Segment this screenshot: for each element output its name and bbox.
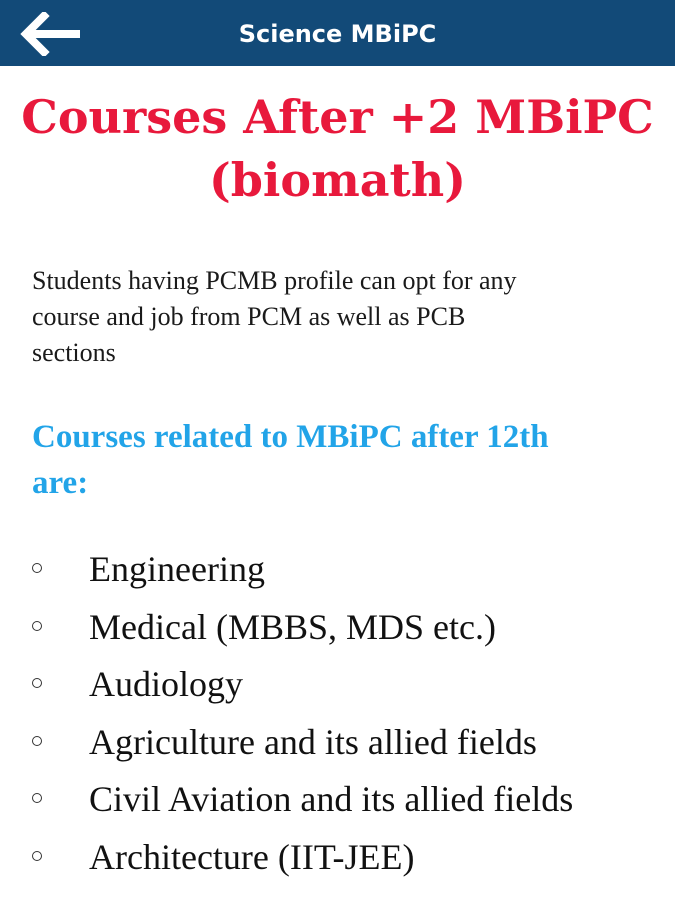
course-label: Engineering [89, 549, 265, 589]
course-list-item [0, 541, 675, 599]
circle-bullet-icon [32, 851, 42, 861]
circle-bullet-icon [32, 793, 42, 803]
course-list-item [0, 599, 675, 657]
circle-bullet-icon [32, 678, 42, 688]
section-heading [32, 414, 672, 506]
app-bar [0, 0, 675, 66]
intro-line-3: sections [32, 338, 116, 367]
course-label: Civil Aviation and its allied fields [89, 779, 574, 819]
course-label: Agriculture and its allied fields [89, 721, 537, 762]
course-list-item [0, 656, 675, 714]
course-label: Medical (MBBS, MDS etc.) [89, 606, 496, 647]
course-list-item [0, 829, 675, 887]
intro-paragraph [32, 263, 662, 371]
intro-line-1: Students having PCMB profile can opt for any [32, 266, 517, 295]
intro-line-2: course and job from PCM as well as PCB [32, 302, 466, 331]
circle-bullet-icon [32, 621, 42, 631]
section-heading-line-1: Courses related to MBiPC after 12th [32, 419, 549, 455]
circle-bullet-icon [32, 736, 42, 746]
page-title-line-2: (biomath) [208, 153, 467, 207]
section-heading-line-2: are: [32, 465, 89, 501]
app-bar-title: Science MBiPC [238, 20, 437, 48]
course-label: Architecture (IIT-JEE) [89, 836, 415, 877]
course-list [0, 541, 675, 886]
course-list-item [0, 714, 675, 772]
circle-bullet-icon [32, 563, 42, 573]
page-title [0, 86, 675, 212]
course-label: Audiology [89, 664, 244, 704]
page-title-line-1: Courses After +2 MBiPC [21, 90, 654, 144]
course-list-item [0, 771, 675, 829]
